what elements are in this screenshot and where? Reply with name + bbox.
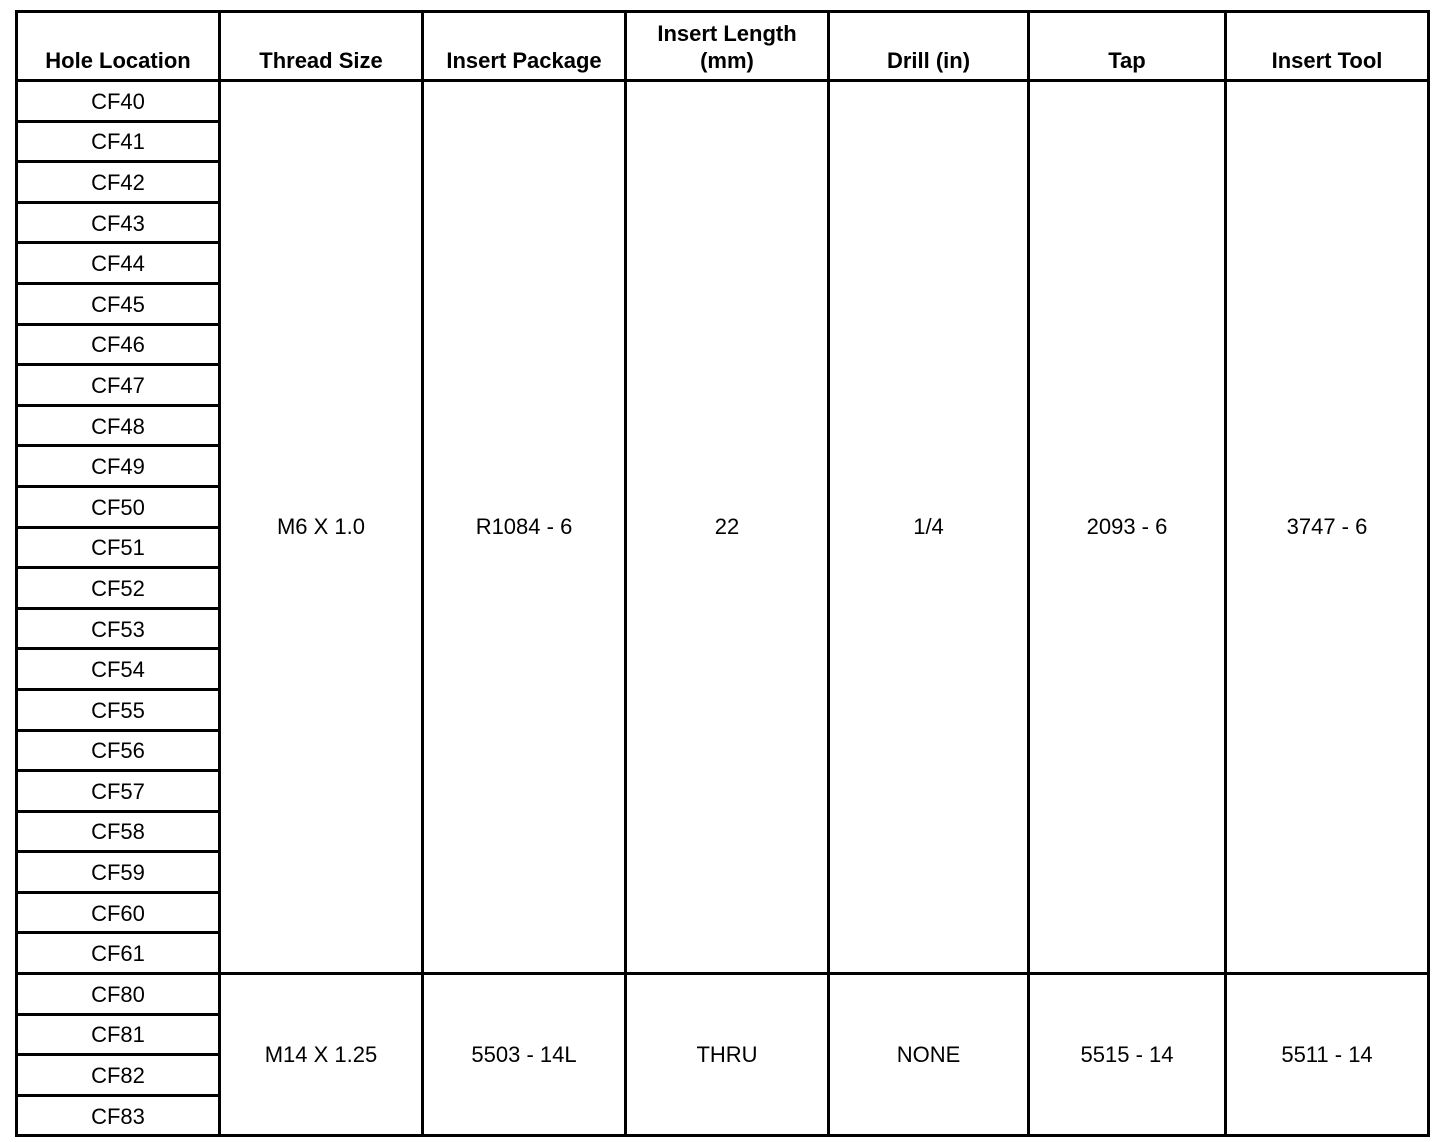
hole-location-cell: CF58 — [17, 811, 220, 852]
hole-location-cell: CF44 — [17, 243, 220, 284]
hole-location-cell: CF40 — [17, 81, 220, 122]
hole-location-cell: CF42 — [17, 162, 220, 203]
drill-cell: NONE — [829, 974, 1029, 1136]
hole-location-cell: CF81 — [17, 1014, 220, 1055]
hole-location-cell: CF47 — [17, 365, 220, 406]
hole-location-cell: CF83 — [17, 1095, 220, 1136]
header-drill: Drill (in) — [829, 12, 1029, 81]
hole-location-cell: CF45 — [17, 283, 220, 324]
hole-location-cell: CF50 — [17, 486, 220, 527]
header-insert-tool: Insert Tool — [1226, 12, 1429, 81]
insert-length-cell: THRU — [626, 974, 829, 1136]
hole-location-cell: CF55 — [17, 689, 220, 730]
hole-location-cell: CF49 — [17, 446, 220, 487]
table-row — [17, 974, 1429, 1015]
header-row — [17, 12, 1429, 81]
hole-location-cell: CF82 — [17, 1055, 220, 1096]
hole-location-cell: CF46 — [17, 324, 220, 365]
insert-package-cell: 5503 - 14L — [423, 974, 626, 1136]
tap-cell: 5515 - 14 — [1029, 974, 1226, 1136]
hole-location-cell: CF53 — [17, 608, 220, 649]
hole-location-cell: CF43 — [17, 202, 220, 243]
header-insert-package: Insert Package — [423, 12, 626, 81]
hole-location-cell: CF54 — [17, 649, 220, 690]
hole-location-cell: CF51 — [17, 527, 220, 568]
drill-cell: 1/4 — [829, 81, 1029, 974]
hole-location-cell: CF57 — [17, 771, 220, 812]
header-insert-length-line1: Insert Length — [657, 21, 797, 46]
header-insert-length-line2: (mm) — [700, 48, 754, 73]
hole-location-cell: CF56 — [17, 730, 220, 771]
header-insert-length — [626, 12, 829, 81]
header-tap: Tap — [1029, 12, 1226, 81]
insert-length-cell: 22 — [626, 81, 829, 974]
insert-tool-cell: 3747 - 6 — [1226, 81, 1429, 974]
hole-location-cell: CF52 — [17, 568, 220, 609]
hole-insert-table — [15, 10, 1430, 1137]
table-body — [17, 81, 1429, 1136]
hole-location-cell: CF41 — [17, 121, 220, 162]
thread-size-cell: M14 X 1.25 — [220, 974, 423, 1136]
hole-location-cell: CF59 — [17, 852, 220, 893]
header-thread-size: Thread Size — [220, 12, 423, 81]
hole-location-cell: CF48 — [17, 405, 220, 446]
hole-location-cell: CF61 — [17, 933, 220, 974]
insert-tool-cell: 5511 - 14 — [1226, 974, 1429, 1136]
header-hole-location: Hole Location — [17, 12, 220, 81]
tap-cell: 2093 - 6 — [1029, 81, 1226, 974]
hole-location-cell: CF80 — [17, 974, 220, 1015]
table-row — [17, 81, 1429, 122]
thread-size-cell: M6 X 1.0 — [220, 81, 423, 974]
insert-package-cell: R1084 - 6 — [423, 81, 626, 974]
hole-location-cell: CF60 — [17, 892, 220, 933]
